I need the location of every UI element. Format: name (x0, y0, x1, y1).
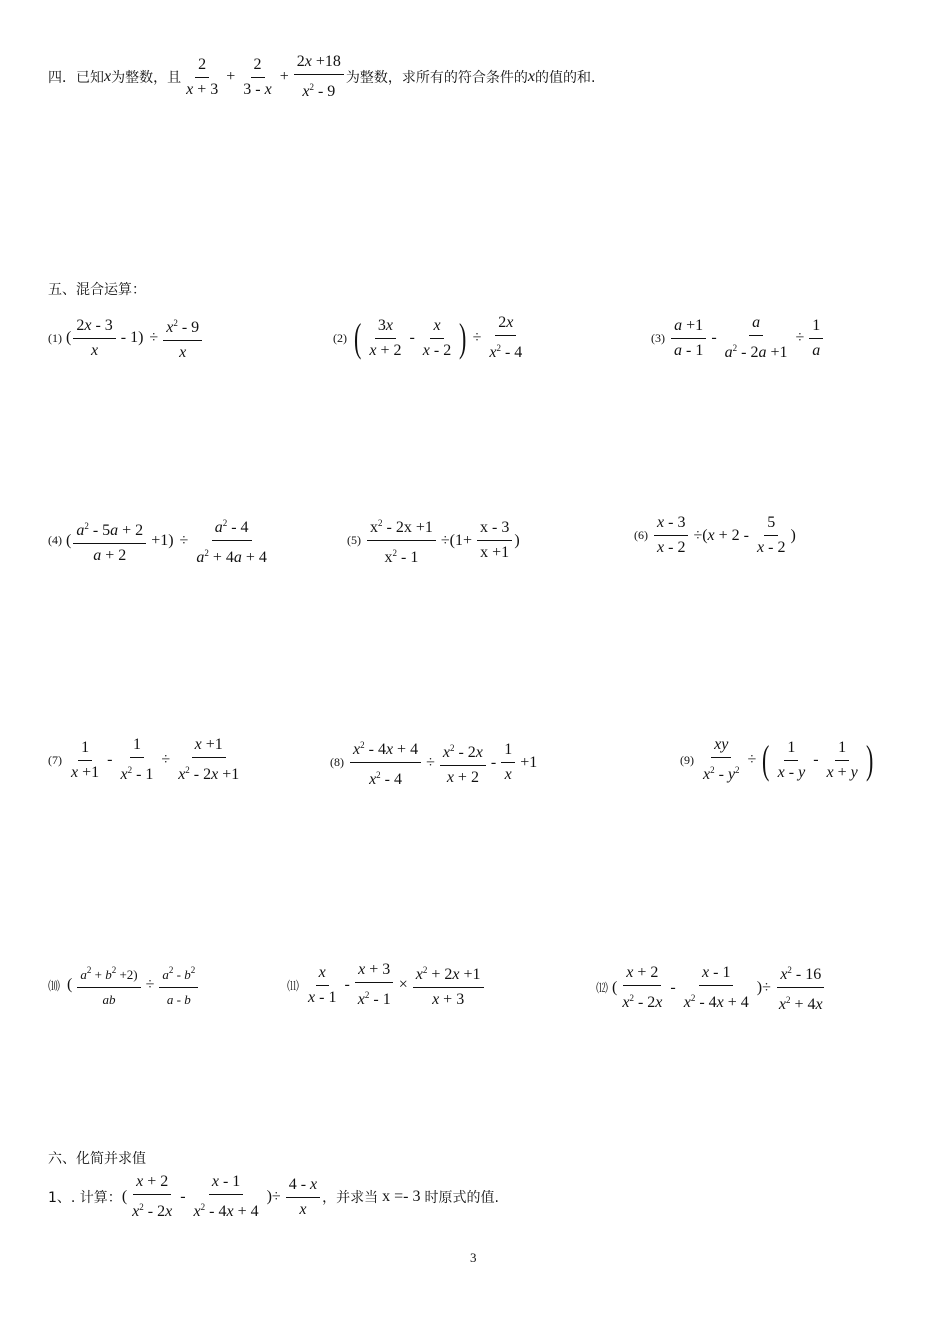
section4-question (48, 52, 595, 102)
problem-10: ⑽ ( $\frac{a^2 + b^2 +2)}{ab}$ ÷ $\frac{a^2 - b^2}{a - b}$ (48, 960, 200, 1010)
page-number: 3 (470, 1250, 477, 1265)
problem-label: ⑾ (287, 978, 300, 993)
problem-7: (7) $\frac{1}{x +1}$ - $\frac{1}{x^2 - 1}$ ÷ $\frac{x +1}{x^2 - 2x +1}$ (48, 736, 240, 783)
problem-label: ⑿ (596, 981, 609, 995)
problem-3: (3) $\frac{a +1}{a - 1}$ - $\frac{a}{a^2 - 2a +1}$ ÷ $\frac{1}{a}$ (651, 313, 825, 363)
problem-12: ⑿ ( $\frac{x + 2}{x^2 - 2x}$ - $\frac{x - 1}{x^2 - 4x + 4}$ )÷ $\frac{x^2 - 16}{x^2 + 4x}$ (596, 960, 828, 1015)
section4-prefix: 四．已知 (48, 70, 104, 86)
problem-1: (1) ( $\frac{2x - 3}{x}$ - 1) ÷ $\frac{x^2 - 9}{x}$ (48, 313, 204, 363)
expr-section6: ( $\frac{x + 2}{x^2 - 2x}$ - $\frac{x - 1}{x^2 - 4x + 4}$ )÷ $\frac{4 - x}{x}$ (122, 1172, 322, 1222)
problem-label: (1) (48, 330, 62, 345)
var-x: x (104, 68, 112, 85)
problem-label: (3) (651, 330, 665, 345)
section4-suffix: 为整数，求所有的符合条件的 (345, 70, 528, 86)
section5-title: 五、混合运算： (48, 282, 146, 298)
problem-6: (6) $\frac{x - 3}{x - 2}$ ÷(x + 2 - $\frac{5}{x - 2}$ ) (634, 514, 796, 556)
problem-label: (2) (333, 330, 347, 345)
section4-tail: 的值的和. (535, 70, 596, 86)
problem-label: (9) (680, 752, 694, 767)
problem-8: (8) $\frac{x^2 - 4x + 4}{x^2 - 4}$ ÷ $\frac{x^2 - 2x}{x + 2}$ - $\frac{1}{x}$ +1 (330, 735, 540, 790)
problem-11: ⑾ $\frac{x}{x - 1}$ - $\frac{x + 3}{x^2 - 1}$ × $\frac{x^2 + 2x +1}{x + 3}$ (287, 960, 486, 1010)
expr-section4: $\frac{2}{x + 3}$ + $\frac{2}{3 - x}$ + $\frac{2x +18}{x^2 - 9}$ (181, 52, 346, 102)
problem-label: (5) (347, 533, 361, 547)
problem-5: (5) $\frac{x^2 - 2x +1}{x^2 - 1}$ ÷(1+ $\frac{x - 3}{x +1}$ ) (347, 513, 520, 568)
section6-item-label: 1、. 计算： (48, 1190, 122, 1206)
problem-label: (7) (48, 752, 62, 767)
problem-9: (9) $\frac{xy}{x^2 - y^2}$ ÷ ( $\frac{1}{x - y}$ - $\frac{1}{x + y}$ ) (680, 736, 874, 783)
var-x-2: x (527, 68, 535, 85)
section6-tail-suffix: 时原式的值. (424, 1190, 499, 1206)
section6-tail-prefix: ，并求当 (322, 1190, 379, 1206)
section6-title: 六、化简并求值 (48, 1151, 146, 1167)
problem-label: (6) (634, 528, 648, 542)
section6-condition: x =- 3 (382, 1188, 421, 1205)
problem-4: (4) ( $\frac{a^2 - 5a + 2}{a + 2}$ +1) ÷ $\frac{a^2 - 4}{a^2 + 4a + 4}$ (48, 513, 272, 568)
problem-label: (4) (48, 533, 62, 547)
problem-label: (8) (330, 755, 344, 769)
section6-item-1 (48, 1172, 499, 1222)
section4-mid: 为整数，且 (111, 70, 182, 86)
problem-2: (2) ( $\frac{3x}{x + 2}$ - $\frac{x}{x - 2}$ ) ÷ $\frac{2x}{x^2 - 4}$ (333, 314, 523, 361)
problem-label: ⑽ (48, 978, 61, 993)
